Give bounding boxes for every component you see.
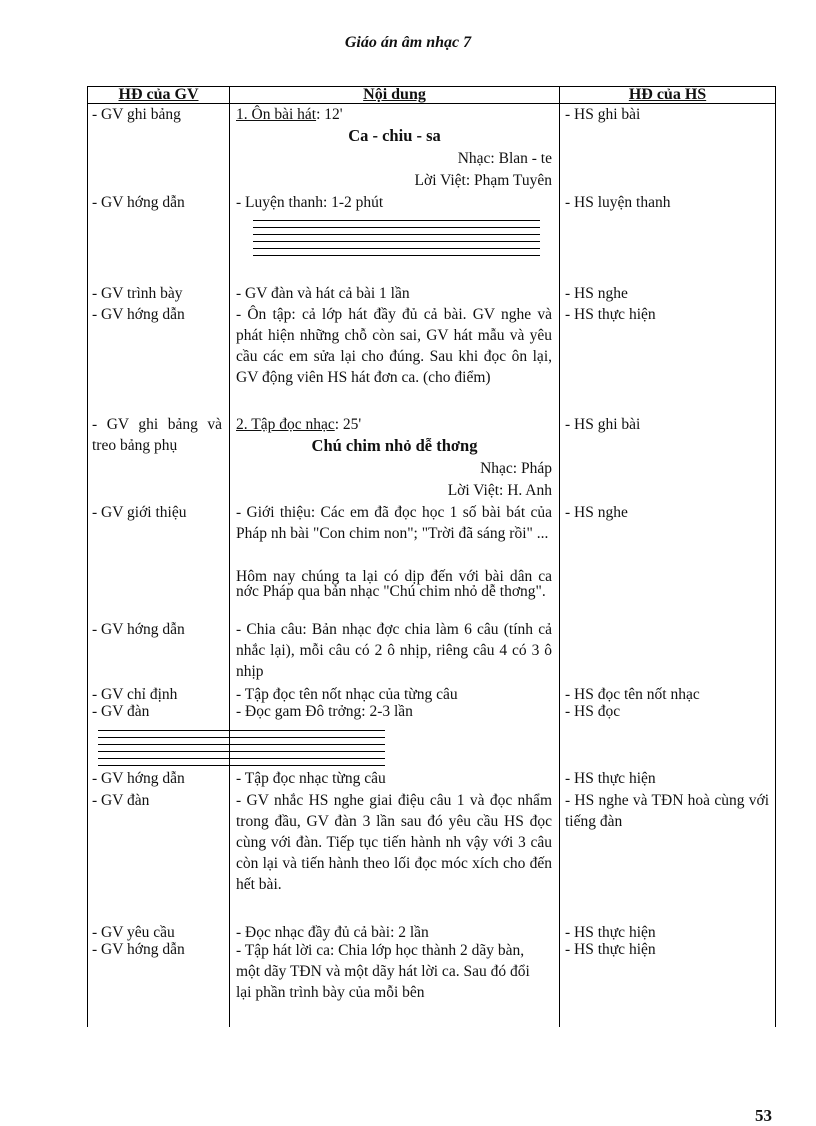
content-section-heading: [236, 104, 554, 125]
content-text: - Tập đọc tên nốt nhạc của từng câu: [236, 686, 458, 703]
hs-activity: - HS nghe và TĐN hoà cùng với tiếng đàn: [565, 792, 769, 830]
hs-activity: - HS thực hiện: [565, 306, 656, 323]
section-number: 2. Tập đọc nhạc: [236, 416, 335, 433]
page-number: 53: [755, 1106, 772, 1125]
song-composer: Nhạc: Blan - te: [457, 150, 552, 167]
column-header-gv: HĐ của GV: [118, 86, 199, 103]
hs-activity: - HS đọc tên nốt nhạc: [565, 686, 700, 703]
gv-activity: - GV trình bày: [92, 285, 183, 302]
section-number: 1. Ôn bài hát: [236, 106, 317, 123]
content-section-heading: [236, 414, 554, 435]
hs-activity: - HS thực hiện: [565, 924, 656, 941]
content-text: - Luyện thanh: 1-2 phút: [236, 194, 384, 211]
song-title: Ca - chiu - sa: [348, 126, 441, 145]
song-lyricist: Lời Việt: H. Anh: [447, 482, 552, 499]
song-title: Chú chim nhỏ dễ thơng: [311, 436, 478, 455]
content-text: - Đọc nhạc đầy đủ cả bài: 2 lần: [236, 924, 429, 941]
gv-activity: - GV hớng dẫn: [92, 621, 185, 638]
hs-activity: - HS nghe: [565, 285, 628, 302]
section-time: : 25': [334, 416, 362, 433]
music-staff: [253, 220, 540, 262]
gv-activity: - GV yêu cầu: [92, 924, 175, 941]
hs-activity: - HS đọc: [565, 703, 621, 720]
content-text: - Tập hát lời ca: Chia lớp học thành 2 dãy bàn, một dãy TĐN và một dãy hát lời ca. Sau đó đổi lại phần trình bày của mỗi bên: [236, 942, 530, 1001]
section-time: : 12': [316, 106, 343, 123]
gv-activity: - GV ghi bảng và treo bảng phụ: [92, 416, 222, 454]
song-composer: Nhạc: Pháp: [480, 460, 552, 477]
music-staff: [98, 730, 385, 772]
song-lyricist: Lời Việt: Phạm Tuyên: [414, 172, 552, 189]
column-header-hs: HĐ của HS: [628, 86, 707, 103]
content-text: - GV nhắc HS nghe giai điệu câu 1 và đọc nhẩm trong đầu, GV đàn 3 lần sau đó yêu cầu HS đọc cùng với đàn. Tiếp tục tiến hành nh vậy với 3 câu còn lại và tiến hành theo lối đọc móc xích cho đến hết bài.: [236, 792, 552, 893]
gv-activity: - GV giới thiệu: [92, 504, 187, 521]
content-text: - Đọc gam Đô trởng: 2-3 lần: [236, 703, 413, 720]
hs-activity: - HS ghi bài: [565, 106, 641, 123]
gv-activity: - GV chỉ định: [92, 686, 178, 703]
content-text: - Tập đọc nhạc từng câu: [236, 770, 386, 787]
table-right-border: [775, 86, 776, 1027]
content-text: Hôm nay chúng ta lại có dịp đến với bài dân ca nớc Pháp qua bản nhạc "Chú chim nhỏ dễ thơng".: [236, 568, 552, 600]
gv-activity: - GV hớng dẫn: [92, 770, 185, 787]
table-left-border: [87, 86, 88, 1027]
hs-activity: - HS nghe: [565, 504, 628, 521]
gv-activity: - GV hớng dẫn: [92, 194, 185, 211]
column-divider-2: [559, 86, 560, 1027]
column-divider-1: [229, 86, 230, 1027]
hs-activity: - HS thực hiện: [565, 770, 656, 787]
hs-activity: - HS thực hiện: [565, 941, 656, 958]
content-text: - Ôn tập: cả lớp hát đầy đủ cả bài. GV nghe và phát hiện những chỗ còn sai, GV hát mẫu và yêu cầu các em sửa lại cho đúng. Sau khi đọc ôn lại, GV động viên HS hát đơn ca. (cho điểm): [236, 306, 552, 386]
hs-activity: - HS luyện thanh: [565, 194, 671, 211]
hs-activity: - HS ghi bài: [565, 416, 641, 433]
gv-activity: - GV hớng dẫn: [92, 306, 185, 323]
gv-activity: - GV hớng dẫn: [92, 941, 185, 958]
content-text: - Giới thiệu: Các em đã đọc học 1 số bài bát của Pháp nh bài "Con chim non"; "Trời đã sáng rồi" ...: [236, 504, 552, 542]
content-text: - Chia câu: Bản nhạc đợc chia làm 6 câu (tính cả nhắc lại), mỗi câu có 2 ô nhịp, riêng câu 4 có 3 ô nhịp: [236, 621, 552, 680]
gv-activity: - GV đàn: [92, 792, 150, 809]
column-header-content: Nội dung: [363, 86, 426, 103]
page-header: Giáo án âm nhạc 7: [344, 34, 472, 51]
gv-activity: - GV đàn: [92, 703, 150, 720]
content-text: - GV đàn và hát cả bài 1 lần: [236, 285, 410, 302]
gv-activity: - GV ghi bảng: [92, 106, 181, 123]
